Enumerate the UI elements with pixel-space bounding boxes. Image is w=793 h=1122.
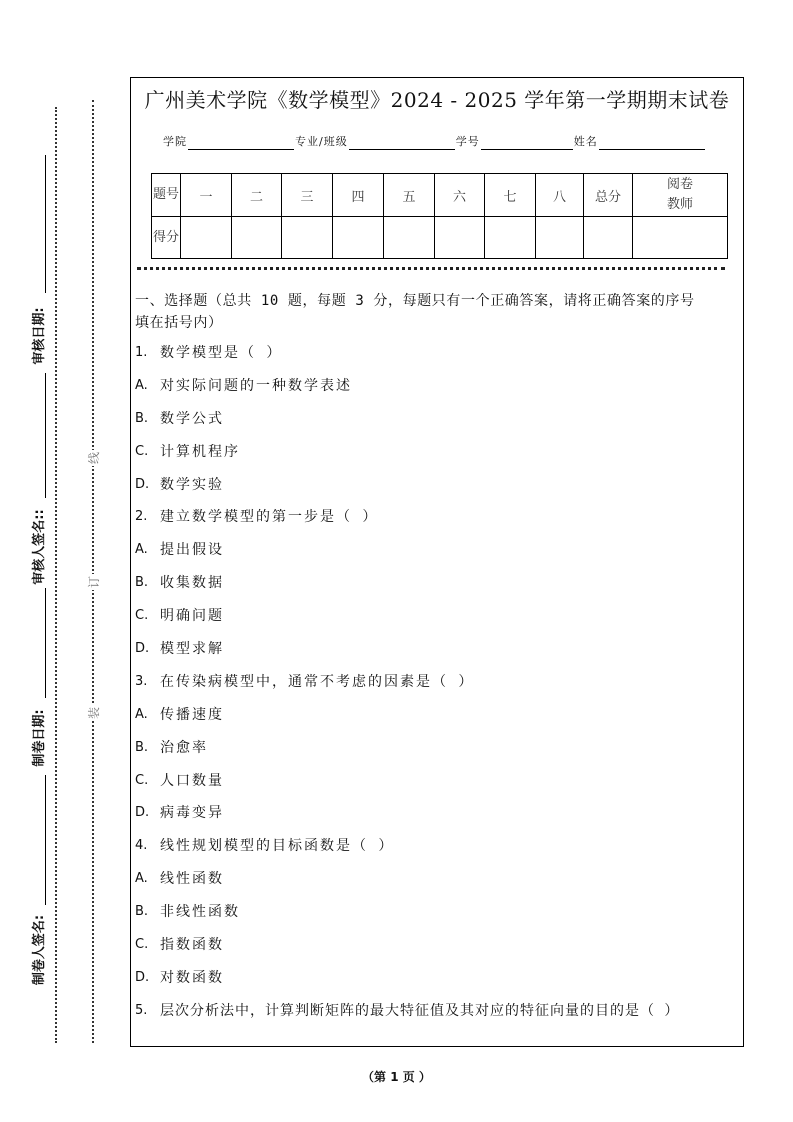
name-field[interactable] [599, 134, 705, 150]
section-title-line2: 填在括号内） [135, 315, 223, 331]
option-label: C. [135, 443, 149, 459]
score-table-score-row [152, 217, 728, 259]
binding-dotted-line-outer [92, 100, 94, 1043]
option-label: C. [135, 608, 149, 624]
col-header-7: 七 [485, 174, 536, 217]
section-title [135, 290, 735, 337]
binding-dotted-line-inner [55, 107, 57, 1043]
option-label: C. [135, 937, 149, 953]
option-item[interactable] [135, 863, 735, 896]
review-date-label: 审核日期: [32, 307, 47, 365]
option-text: 数学实验 [160, 476, 224, 493]
student-id-field[interactable] [481, 134, 573, 150]
option-item[interactable] [135, 896, 735, 929]
name-label: 姓名 [573, 135, 598, 148]
option-label: D. [135, 969, 150, 985]
option-label: B. [135, 739, 149, 755]
option-text: 收集数据 [160, 575, 224, 592]
option-item[interactable] [135, 929, 735, 962]
option-label: A. [135, 542, 148, 558]
question-number: 2. [135, 509, 148, 525]
option-text: 数学公式 [160, 410, 224, 427]
option-text: 提出假设 [160, 542, 224, 559]
question-text: 在传染病模型中，通常不考虑的因素是（ ） [160, 673, 475, 690]
option-item[interactable] [135, 732, 735, 765]
option-text: 指数函数 [160, 937, 224, 954]
option-label: D. [135, 641, 150, 657]
score-cell-2[interactable] [232, 217, 282, 259]
option-item[interactable] [135, 403, 735, 436]
grader-label-line2: 教师 [666, 197, 693, 212]
option-item[interactable] [135, 469, 735, 502]
score-cell-total[interactable] [584, 217, 633, 259]
option-item[interactable] [135, 600, 735, 633]
binding-mark-bind: 装 [87, 707, 101, 720]
option-label: A. [135, 871, 148, 887]
option-label: A. [135, 377, 148, 393]
score-table [151, 173, 728, 259]
option-text: 治愈率 [160, 739, 208, 756]
binding-mark-staple: 订 [87, 576, 101, 589]
question-stem [135, 995, 735, 1028]
score-cell-8[interactable] [536, 217, 584, 259]
option-item[interactable] [135, 370, 735, 403]
option-label: A. [135, 706, 148, 722]
option-text: 病毒变异 [160, 805, 224, 822]
option-item[interactable] [135, 765, 735, 798]
option-label: C. [135, 772, 149, 788]
score-cell-3[interactable] [282, 217, 333, 259]
option-text: 模型求解 [160, 641, 224, 658]
option-item[interactable] [135, 567, 735, 600]
question-text: 数学模型是（ ） [160, 345, 283, 361]
student-id-label: 学号 [455, 135, 480, 148]
option-text: 明确问题 [160, 608, 224, 625]
page-number: （第 1 页 ） [362, 1070, 431, 1084]
option-text: 人口数量 [160, 772, 224, 789]
question-stem [135, 666, 735, 699]
option-item[interactable] [135, 633, 735, 666]
college-label: 学院 [163, 135, 187, 148]
option-item[interactable] [135, 962, 735, 995]
student-info-row [163, 130, 706, 150]
question-number: 4. [135, 838, 148, 854]
major-class-field[interactable] [349, 134, 455, 150]
col-header-total: 总分 [584, 174, 633, 217]
col-header-2: 二 [232, 174, 282, 217]
score-cell-5[interactable] [384, 217, 435, 259]
dotted-separator [137, 267, 725, 270]
option-item[interactable] [135, 797, 735, 830]
question-text: 建立数学模型的第一步是（ ） [160, 509, 379, 526]
option-item[interactable] [135, 436, 735, 469]
section-title-line1: 一、选择题（总共 10 题，每题 3 分，每题只有一个正确答案，请将正确答案的序号 [135, 293, 695, 309]
option-label: D. [135, 476, 150, 492]
option-label: B. [135, 904, 149, 920]
score-cell-grader[interactable] [633, 217, 728, 259]
score-cell-6[interactable] [435, 217, 485, 259]
option-item[interactable] [135, 699, 735, 732]
question-number-header: 题号 [152, 174, 181, 217]
col-header-4: 四 [333, 174, 384, 217]
exam-title: 广州美术学院《数学模型》2024 - 2025 学年第一学期期末试卷 [144, 88, 730, 112]
question-number: 3. [135, 673, 148, 689]
col-header-grader [633, 174, 728, 217]
option-text: 非线性函数 [160, 904, 240, 921]
option-label: D. [135, 805, 150, 821]
grader-label-line1: 阅卷 [666, 177, 693, 192]
option-label: B. [135, 575, 149, 591]
reviewer-signature-label: 审核人签名:: [32, 509, 47, 585]
score-table-header-row [152, 174, 728, 217]
option-text: 计算机程序 [160, 443, 240, 460]
option-item[interactable] [135, 534, 735, 567]
option-label: B. [135, 410, 149, 426]
col-header-6: 六 [435, 174, 485, 217]
major-class-label: 专业/班级 [295, 135, 348, 148]
question-text: 线性规划模型的目标函数是（ ） [160, 838, 395, 855]
review-date-underline [45, 155, 46, 293]
question-section [135, 290, 735, 1028]
col-header-8: 八 [536, 174, 584, 217]
col-header-5: 五 [384, 174, 435, 217]
question-number: 1. [135, 345, 148, 360]
col-header-3: 三 [282, 174, 333, 217]
score-cell-7[interactable] [485, 217, 536, 259]
question-stem [135, 830, 735, 863]
question-stem [135, 501, 735, 534]
college-field[interactable] [188, 134, 294, 150]
score-cell-4[interactable] [333, 217, 384, 259]
score-cell-1[interactable] [181, 217, 232, 259]
option-text: 对数函数 [160, 969, 224, 986]
question-stem [135, 337, 735, 370]
maker-date-label: 制卷日期: [32, 709, 47, 767]
maker-signature-label: 制卷人签名: [32, 914, 47, 986]
question-text: 层次分析法中，计算判断矩阵的最大特征值及其对应的特征向量的目的是（ ） [160, 1002, 680, 1019]
binding-mark-line: 线 [87, 452, 101, 465]
option-text: 线性函数 [160, 871, 224, 888]
question-number: 5. [135, 1002, 148, 1018]
option-text: 传播速度 [160, 706, 224, 723]
score-row-header: 得分 [152, 217, 181, 259]
col-header-1: 一 [181, 174, 232, 217]
option-text: 对实际问题的一种数学表述 [160, 377, 352, 394]
